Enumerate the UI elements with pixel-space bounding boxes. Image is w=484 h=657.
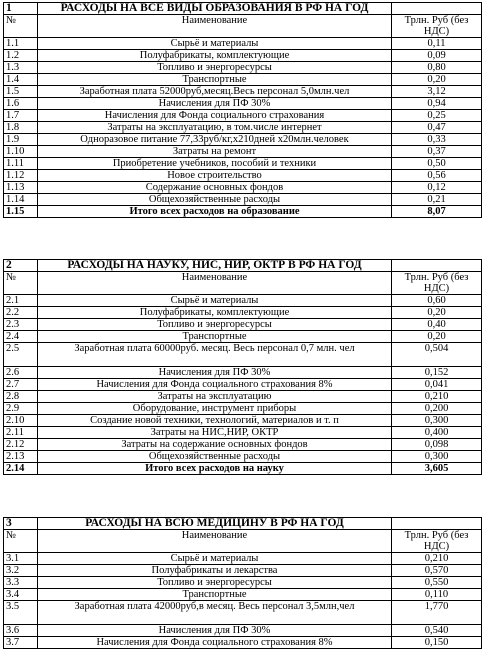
section-number: 1 <box>4 3 38 15</box>
table-header-row <box>4 272 482 295</box>
row-value: 0,94 <box>392 98 482 110</box>
row-name: Одноразовое питание 77,33руб/кг,х210дней х20млн.человек <box>38 134 392 146</box>
row-name: Затраты на эксплуатацию, в том.числе интернет <box>38 122 392 134</box>
table-row <box>4 170 482 182</box>
row-number: 3.4 <box>4 589 38 601</box>
row-number: 1.12 <box>4 170 38 182</box>
row-name: Полуфабрикаты, комплектующие <box>38 50 392 62</box>
header-number: № <box>4 15 38 38</box>
table-row <box>4 601 482 625</box>
row-value: 0,20 <box>392 74 482 86</box>
header-value: Трлн. Руб (без НДС) <box>392 272 482 295</box>
row-name: Транспортные <box>38 74 392 86</box>
row-value: 0,37 <box>392 146 482 158</box>
table-row <box>4 637 482 649</box>
row-value: 0,210 <box>392 391 482 403</box>
row-name: Общехозяйственные расходы <box>38 451 392 463</box>
row-name: Заработная плата 42000руб,в месяц. Весь персонал 3,5млн,чел <box>38 601 392 625</box>
row-value: 0,041 <box>392 379 482 391</box>
row-name: Заработная плата 60000руб. месяц. Весь персонал 0,7 млн. чел <box>38 343 392 367</box>
total-row <box>4 206 482 218</box>
row-value: 0,152 <box>392 367 482 379</box>
table-row <box>4 331 482 343</box>
row-name: Начисления для Фонда социального страхования 8% <box>38 379 392 391</box>
row-name: Затраты на содержание основных фондов <box>38 439 392 451</box>
row-name: Топливо и энергоресурсы <box>38 319 392 331</box>
total-number: 2.14 <box>4 463 38 475</box>
section-title-empty <box>392 3 482 15</box>
row-name: Новое строительство <box>38 170 392 182</box>
row-number: 1.7 <box>4 110 38 122</box>
row-name: Начисления для ПФ 30% <box>38 98 392 110</box>
row-name: Сырьё и материалы <box>38 295 392 307</box>
section-title-row <box>4 518 482 530</box>
row-value: 0,47 <box>392 122 482 134</box>
row-name: Начисления для ПФ 30% <box>38 367 392 379</box>
row-value: 0,300 <box>392 451 482 463</box>
row-number: 1.5 <box>4 86 38 98</box>
row-number: 1.10 <box>4 146 38 158</box>
table-row <box>4 565 482 577</box>
row-name: Затраты на НИС,НИР, ОКТР <box>38 427 392 439</box>
row-name: Содержание основных фондов <box>38 182 392 194</box>
row-number: 2.3 <box>4 319 38 331</box>
row-number: 1.11 <box>4 158 38 170</box>
total-value: 3,605 <box>392 463 482 475</box>
row-number: 2.7 <box>4 379 38 391</box>
row-number: 1.9 <box>4 134 38 146</box>
row-value: 0,20 <box>392 331 482 343</box>
table-header-row <box>4 530 482 553</box>
table-row <box>4 625 482 637</box>
table-row <box>4 134 482 146</box>
section-title-empty <box>392 518 482 530</box>
row-value: 0,60 <box>392 295 482 307</box>
header-value: Трлн. Руб (без НДС) <box>392 15 482 38</box>
row-value: 0,110 <box>392 589 482 601</box>
total-name: Итого всех расходов на образование <box>38 206 392 218</box>
row-value: 0,570 <box>392 565 482 577</box>
row-value: 0,540 <box>392 625 482 637</box>
table-row <box>4 182 482 194</box>
row-name: Сырьё и материалы <box>38 38 392 50</box>
row-number: 3.7 <box>4 637 38 649</box>
header-name: Наименование <box>38 272 392 295</box>
section-number: 2 <box>4 260 38 272</box>
table-row <box>4 451 482 463</box>
row-number: 2.8 <box>4 391 38 403</box>
table-row <box>4 439 482 451</box>
row-name: Приобретение учебников, пособий и техники <box>38 158 392 170</box>
table-row <box>4 50 482 62</box>
row-name: Начисления для Фонда социального страхования 8% <box>38 637 392 649</box>
row-value: 0,550 <box>392 577 482 589</box>
total-value: 8,07 <box>392 206 482 218</box>
row-number: 1.8 <box>4 122 38 134</box>
table-row <box>4 589 482 601</box>
row-value: 3,12 <box>392 86 482 98</box>
table-row <box>4 38 482 50</box>
table-row <box>4 62 482 74</box>
row-name: Затраты на эксплуатацию <box>38 391 392 403</box>
total-row <box>4 463 482 475</box>
row-name: Оборудование, инструмент приборы <box>38 403 392 415</box>
row-value: 0,400 <box>392 427 482 439</box>
row-value: 0,11 <box>392 38 482 50</box>
science-expenses-table <box>3 259 482 475</box>
table-row <box>4 427 482 439</box>
table-row <box>4 403 482 415</box>
row-value: 1,770 <box>392 601 482 625</box>
row-number: 3.5 <box>4 601 38 625</box>
header-value: Трлн. Руб (без НДС) <box>392 530 482 553</box>
row-name: Топливо и энергоресурсы <box>38 62 392 74</box>
table-header-row <box>4 15 482 38</box>
section-title: РАСХОДЫ НА ВСЕ ВИДЫ ОБРАЗОВАНИЯ В РФ НА ГОД <box>38 3 392 15</box>
row-number: 1.3 <box>4 62 38 74</box>
row-number: 2.5 <box>4 343 38 367</box>
row-value: 0,56 <box>392 170 482 182</box>
row-number: 1.13 <box>4 182 38 194</box>
row-number: 3.3 <box>4 577 38 589</box>
row-number: 3.6 <box>4 625 38 637</box>
row-value: 0,25 <box>392 110 482 122</box>
row-number: 2.2 <box>4 307 38 319</box>
table-row <box>4 367 482 379</box>
row-number: 1.1 <box>4 38 38 50</box>
row-name: Начисления для Фонда социального страхования <box>38 110 392 122</box>
row-value: 0,504 <box>392 343 482 367</box>
row-number: 1.4 <box>4 74 38 86</box>
section-title-empty <box>392 260 482 272</box>
row-value: 0,098 <box>392 439 482 451</box>
row-value: 0,12 <box>392 182 482 194</box>
row-value: 0,150 <box>392 637 482 649</box>
table-row <box>4 194 482 206</box>
row-number: 1.14 <box>4 194 38 206</box>
row-value: 0,33 <box>392 134 482 146</box>
section-title-row <box>4 260 482 272</box>
row-number: 2.13 <box>4 451 38 463</box>
row-name: Сырьё и материалы <box>38 553 392 565</box>
row-number: 2.4 <box>4 331 38 343</box>
row-number: 2.12 <box>4 439 38 451</box>
section-title-row <box>4 3 482 15</box>
table-row <box>4 307 482 319</box>
row-value: 0,09 <box>392 50 482 62</box>
table-row <box>4 319 482 331</box>
row-number: 2.10 <box>4 415 38 427</box>
row-number: 3.2 <box>4 565 38 577</box>
row-number: 3.1 <box>4 553 38 565</box>
table-row <box>4 343 482 367</box>
section-title: РАСХОДЫ НА НАУКУ, НИС, НИР, ОКТР В РФ НА ГОД <box>38 260 392 272</box>
table-row <box>4 553 482 565</box>
row-value: 0,40 <box>392 319 482 331</box>
table-row <box>4 391 482 403</box>
row-value: 0,21 <box>392 194 482 206</box>
table-row <box>4 295 482 307</box>
medicine-expenses-table <box>3 517 482 649</box>
row-name: Полуфабрикаты, комплектующие <box>38 307 392 319</box>
row-number: 2.1 <box>4 295 38 307</box>
row-value: 0,50 <box>392 158 482 170</box>
table-row <box>4 122 482 134</box>
table-row <box>4 98 482 110</box>
row-number: 1.6 <box>4 98 38 110</box>
total-number: 1.15 <box>4 206 38 218</box>
header-name: Наименование <box>38 15 392 38</box>
row-name: Топливо и энергоресурсы <box>38 577 392 589</box>
table-row <box>4 74 482 86</box>
header-number: № <box>4 272 38 295</box>
table-row <box>4 379 482 391</box>
row-value: 0,20 <box>392 307 482 319</box>
table-row <box>4 146 482 158</box>
row-value: 0,80 <box>392 62 482 74</box>
row-name: Транспортные <box>38 331 392 343</box>
row-value: 0,210 <box>392 553 482 565</box>
table-row <box>4 110 482 122</box>
row-name: Заработная плата 52000руб,месяц.Весь персонал 5,0млн.чел <box>38 86 392 98</box>
table-row <box>4 577 482 589</box>
row-number: 2.6 <box>4 367 38 379</box>
table-row <box>4 86 482 98</box>
row-name: Начисления для ПФ 30% <box>38 625 392 637</box>
row-name: Общехозяйственные расходы <box>38 194 392 206</box>
row-value: 0,300 <box>392 415 482 427</box>
row-name: Транспортные <box>38 589 392 601</box>
header-name: Наименование <box>38 530 392 553</box>
total-name: Итого всех расходов на науку <box>38 463 392 475</box>
education-expenses-table <box>3 2 482 218</box>
row-number: 2.11 <box>4 427 38 439</box>
row-name: Создание новой техники, технологий, материалов и т. п <box>38 415 392 427</box>
header-number: № <box>4 530 38 553</box>
row-number: 2.9 <box>4 403 38 415</box>
section-title: РАСХОДЫ НА ВСЮ МЕДИЦИНУ В РФ НА ГОД <box>38 518 392 530</box>
row-name: Полуфабрикаты и лекарства <box>38 565 392 577</box>
row-number: 1.2 <box>4 50 38 62</box>
row-value: 0,200 <box>392 403 482 415</box>
table-row <box>4 415 482 427</box>
row-name: Затраты на ремонт <box>38 146 392 158</box>
table-row <box>4 158 482 170</box>
section-number: 3 <box>4 518 38 530</box>
